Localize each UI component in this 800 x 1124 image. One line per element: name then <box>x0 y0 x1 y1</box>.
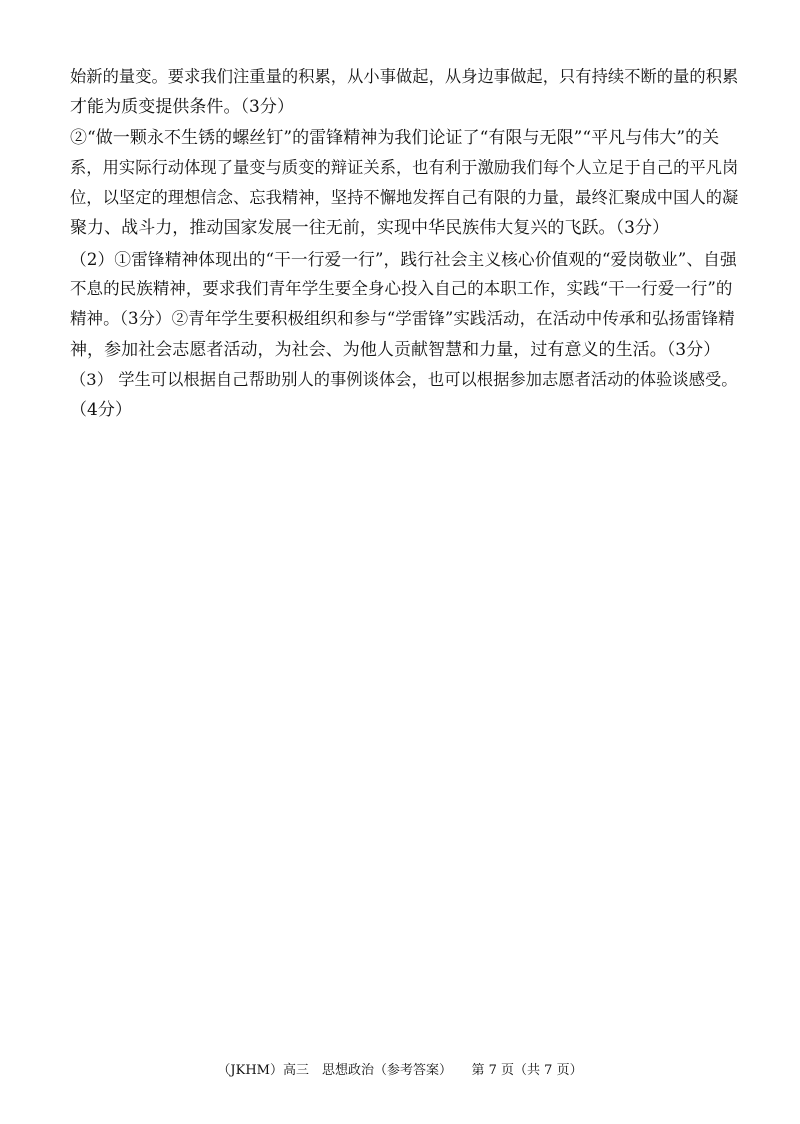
text-line: 聚力、战斗力，推动国家发展一往无前，实现中华民族伟大复兴的飞跃。（3分） <box>70 218 670 239</box>
text-line: 系，用实际行动体现了量变与质变的辩证关系，也有利于激励我们每个人立足于自己的平凡岗 <box>70 157 739 177</box>
text-line: （4分） <box>70 400 133 421</box>
text-line: 始新的量变。要求我们注重量的积累，从小事做起，从身边事做起，只有持续不断的量的积累 <box>70 67 739 86</box>
text-line: 位，以坚定的理想信念、忘我精神，坚持不懈地发挥自己有限的力量，最终汇聚成中国人的凝 <box>70 188 739 208</box>
text-line: 不息的民族精神，要求我们青年学生要全身心投入自己的本职工作，实践“干一行爱一行”的 <box>70 279 733 299</box>
text-line: 才能为质变提供条件。（3分） <box>70 97 295 118</box>
text-line: 精神。（3分）②青年学生要积极组织和参与“学雷锋”实践活动，在活动中传承和弘扬雷锋精 <box>70 309 735 329</box>
page-footer: （JKHM）高三 思想政治（参考答案） 第 7 页（共 7 页） <box>217 1063 583 1078</box>
text-line: 神，参加社会志愿者活动，为社会、为他人贡献智慧和力量，过有意义的生活。（3分） <box>70 339 721 360</box>
text-line: ②“做一颗永不生锈的螺丝钉”的雷锋精神为我们论证了“有限与无限”“平凡与伟大”的关 <box>70 127 720 148</box>
answer-content <box>70 62 738 426</box>
text-line: （3） 学生可以根据自己帮助别人的事例谈体会，也可以根据参加志愿者活动的体验谈感受。 <box>70 369 738 389</box>
text-line: （2）①雷锋精神体现出的“干一行爱一行”，践行社会主义核心价值观的“爱岗敬业”、自强 <box>70 248 737 269</box>
